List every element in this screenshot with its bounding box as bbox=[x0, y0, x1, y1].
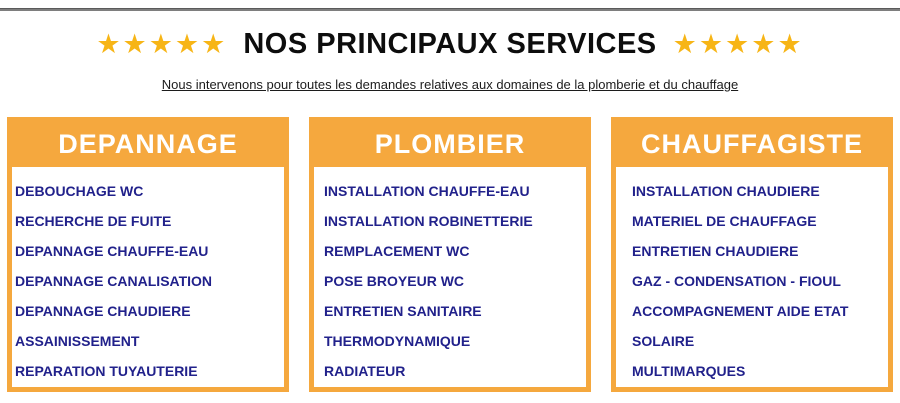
service-item[interactable]: ACCOMPAGNEMENT AIDE ETAT bbox=[632, 303, 849, 319]
service-item[interactable]: DEBOUCHAGE WC bbox=[15, 183, 144, 199]
page-title: NOS PRINCIPAUX SERVICES bbox=[243, 28, 657, 60]
service-item[interactable]: RADIATEUR bbox=[324, 363, 406, 379]
page-subtitle-link[interactable]: Nous intervenons pour toutes les demandes relatives aux domaines de la plomberie et du chauffage bbox=[161, 77, 739, 92]
service-item[interactable]: INSTALLATION ROBINETTERIE bbox=[324, 213, 533, 229]
service-item[interactable]: ENTRETIEN SANITAIRE bbox=[324, 303, 482, 319]
service-item[interactable]: DEPANNAGE CHAUDIERE bbox=[15, 303, 191, 319]
card-plombier-body bbox=[314, 167, 586, 386]
service-item[interactable]: REPARATION TUYAUTERIE bbox=[15, 363, 198, 379]
service-item[interactable]: RECHERCHE DE FUITE bbox=[15, 213, 172, 229]
card-depannage-header: DEPANNAGE bbox=[12, 122, 284, 167]
service-item[interactable]: SOLAIRE bbox=[632, 333, 695, 349]
card-depannage-body bbox=[12, 167, 284, 386]
stars-left-icon: ★★★★★ bbox=[96, 29, 228, 59]
top-divider-line bbox=[0, 8, 900, 11]
service-columns bbox=[7, 117, 893, 392]
service-item[interactable]: MULTIMARQUES bbox=[632, 363, 746, 379]
card-depannage bbox=[7, 117, 289, 392]
card-chauffagiste-header: CHAUFFAGISTE bbox=[616, 122, 888, 167]
card-plombier bbox=[309, 117, 591, 392]
service-item[interactable]: DEPANNAGE CANALISATION bbox=[15, 273, 213, 289]
service-item[interactable]: ASSAINISSEMENT bbox=[15, 333, 140, 349]
service-item[interactable]: ENTRETIEN CHAUDIERE bbox=[632, 243, 799, 259]
page-header bbox=[0, 28, 900, 61]
service-item[interactable]: INSTALLATION CHAUDIERE bbox=[632, 183, 820, 199]
card-chauffagiste bbox=[611, 117, 893, 392]
service-item[interactable]: THERMODYNAMIQUE bbox=[324, 333, 471, 349]
card-plombier-header: PLOMBIER bbox=[314, 122, 586, 167]
service-item[interactable]: REMPLACEMENT WC bbox=[324, 243, 470, 259]
subtitle-row bbox=[0, 76, 900, 94]
service-item[interactable]: MATERIEL DE CHAUFFAGE bbox=[632, 213, 817, 229]
stars-right-icon: ★★★★★ bbox=[672, 29, 804, 59]
service-item[interactable]: GAZ - CONDENSATION - FIOUL bbox=[632, 273, 841, 289]
card-chauffagiste-body bbox=[616, 167, 888, 386]
service-item[interactable]: INSTALLATION CHAUFFE-EAU bbox=[324, 183, 530, 199]
service-item[interactable]: DEPANNAGE CHAUFFE-EAU bbox=[15, 243, 209, 259]
service-item[interactable]: POSE BROYEUR WC bbox=[324, 273, 465, 289]
